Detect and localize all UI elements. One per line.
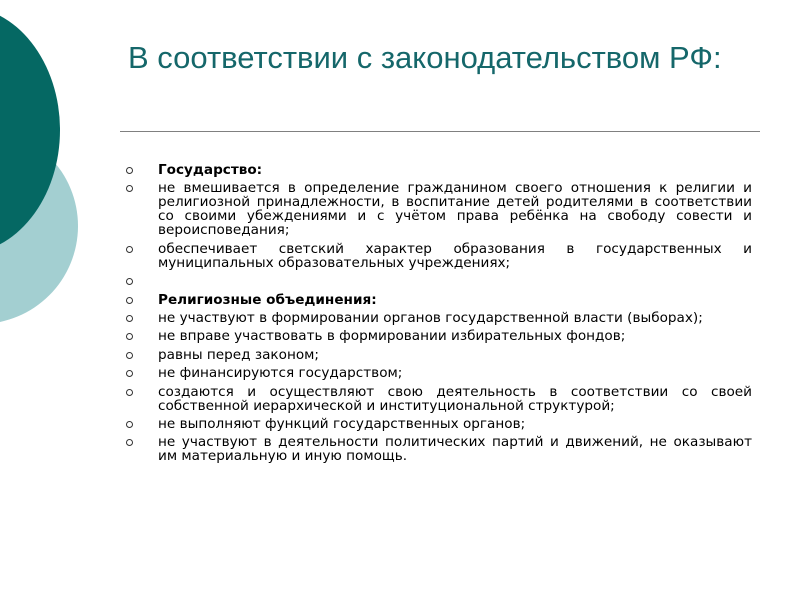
bullet-icon bbox=[126, 185, 133, 192]
list-item-text: не вправе участвовать в формировании избирательных фондов; bbox=[158, 328, 626, 345]
list-item-text: не финансируются государством; bbox=[158, 365, 403, 382]
bullet-icon bbox=[126, 167, 133, 174]
list-item bbox=[126, 163, 752, 177]
list-item-text: Государство: bbox=[158, 162, 263, 178]
list-item-text: равны перед законом; bbox=[158, 346, 320, 363]
list-item-text: не участвуют в формировании органов государственной власти (выборах); bbox=[158, 309, 703, 326]
list-item-text: Религиозные объединения: bbox=[158, 291, 377, 308]
list-item-text: не вмешивается в определение гражданином своего отношения к религии и религиозной принадлежности, в воспитание детей родителями в соответствии со своими убеждениями и с учётом права ребёнка на свободу совести и вероисповедания; bbox=[158, 180, 752, 239]
list-item-text: обеспечивает светский характер образования в государственных и муниципальных образовательных учреждениях; bbox=[158, 240, 752, 271]
list-item bbox=[126, 274, 752, 288]
bullet-icon bbox=[126, 421, 133, 428]
list-item bbox=[126, 366, 752, 380]
title-divider bbox=[120, 131, 760, 132]
list-item bbox=[126, 181, 752, 237]
bullet-icon bbox=[126, 333, 133, 340]
bullet-icon bbox=[126, 352, 133, 359]
list-item bbox=[126, 329, 752, 343]
list-item bbox=[126, 435, 752, 463]
bullet-icon bbox=[126, 389, 133, 396]
bullet-icon bbox=[126, 315, 133, 322]
list-item bbox=[126, 385, 752, 413]
list-item-text: не участвуют в деятельности политических партий и движений, не оказывают им материальную и иную помощь. bbox=[158, 434, 752, 465]
list-item bbox=[126, 242, 752, 270]
list-item bbox=[126, 293, 752, 307]
bullet-icon bbox=[126, 297, 133, 304]
slide-title: В соответствии с законодательством РФ: bbox=[128, 40, 722, 75]
bullet-icon bbox=[126, 370, 133, 377]
list-item bbox=[126, 348, 752, 362]
bullet-icon bbox=[126, 439, 133, 446]
bullet-list bbox=[126, 163, 752, 468]
list-item bbox=[126, 311, 752, 325]
list-item-text: создаются и осуществляют свою деятельность в соответствии со своей собственной иерархической и институциональной структурой; bbox=[158, 383, 752, 414]
bullet-icon bbox=[126, 278, 133, 285]
list-item bbox=[126, 417, 752, 431]
bullet-icon bbox=[126, 246, 133, 253]
list-item-text: не выполняют функций государственных органов; bbox=[158, 415, 526, 432]
